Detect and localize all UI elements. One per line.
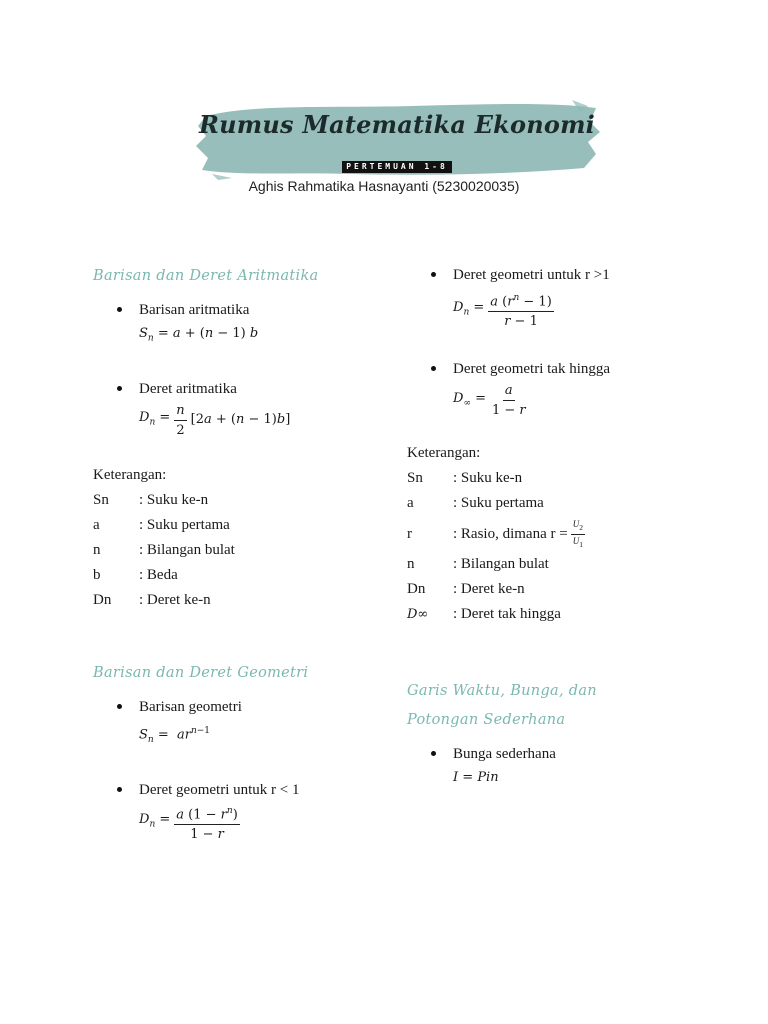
list-item: D∞ : Deret tak hingga <box>407 606 561 623</box>
list-item: Sn : Suku ke-n <box>407 470 523 487</box>
document-subtitle: PERTEMUAN 1-8 <box>342 161 452 173</box>
formula-deret-geometri-kurang: $D_n$ = $\frac{a (1 - r^n)}{1 - r}$ <box>93 803 393 843</box>
left-column <box>93 262 393 843</box>
list-item: r : Rasio, dimana r = $\frac{U_2}{U_1}$ <box>407 519 583 549</box>
list-item: Dn : Deret ke-n <box>407 581 525 598</box>
list-item: a : Suku pertama <box>93 516 230 533</box>
bullet-deret-geometri-kurang: Deret geometri untuk r < 1 <box>93 781 393 799</box>
keterangan-list <box>93 488 393 613</box>
list-item: b : Beda <box>93 566 178 583</box>
ratio-fraction: $\frac{U_2}{U_1}$ <box>572 519 583 549</box>
formula-barisan-geometri: $S_n = ar^{n-1}$ <box>139 725 211 745</box>
document-title: Rumus Matematika Ekonomi <box>199 110 595 139</box>
author-line: Aghis Rahmatika Hasnayanti (5230020035) <box>248 178 520 194</box>
formula-deret-geometri-lebih: $D_n$ = $\frac{a (r^n - 1)}{r - 1}$ <box>407 290 707 330</box>
formula-barisan-aritmatika: $S_n = a + (n - 1)$ b <box>139 326 259 344</box>
bullet-bunga-sederhana: Bunga sederhana <box>407 745 707 763</box>
formula-deret-tak-hingga: $D_\infty$ = $\frac{a}{1 - r}$ <box>453 383 526 419</box>
formula-deret-aritmatika: $D_n$ = $\frac{n}{2}$ [2a + (n − 1)b] <box>139 402 291 438</box>
keterangan-heading: Keterangan: <box>93 466 167 483</box>
list-item: a : Suku pertama <box>407 495 544 512</box>
list-item: Dn : Deret ke-n <box>93 591 211 608</box>
bullet-deret-geometri-lebih: Deret geometri untuk r >1 <box>407 266 707 284</box>
keterangan-list <box>407 466 707 627</box>
section-heading-aritmatika: Barisan dan Deret Aritmatika <box>93 268 319 284</box>
bullet-barisan-geometri: Barisan geometri <box>93 698 393 716</box>
title-banner <box>192 98 602 180</box>
bullet-deret-aritmatika: Deret aritmatika <box>93 380 393 398</box>
right-column <box>407 262 707 787</box>
section-heading-geometri: Barisan dan Deret Geometri <box>93 664 309 681</box>
bullet-deret-tak-hingga: Deret geometri tak hingga <box>407 360 707 378</box>
formula-bunga-sederhana: I = Pin <box>453 770 499 786</box>
list-item: Sn : Suku ke-n <box>93 491 209 508</box>
bullet-barisan-aritmatika: Barisan aritmatika <box>93 301 393 319</box>
section-heading-bunga: Garis Waktu, Bunga, dan Potongan Sederhana <box>407 683 597 729</box>
list-item: n : Bilangan bulat <box>93 541 235 558</box>
list-item: n : Bilangan bulat <box>407 556 549 573</box>
keterangan-heading: Keterangan: <box>407 445 481 462</box>
